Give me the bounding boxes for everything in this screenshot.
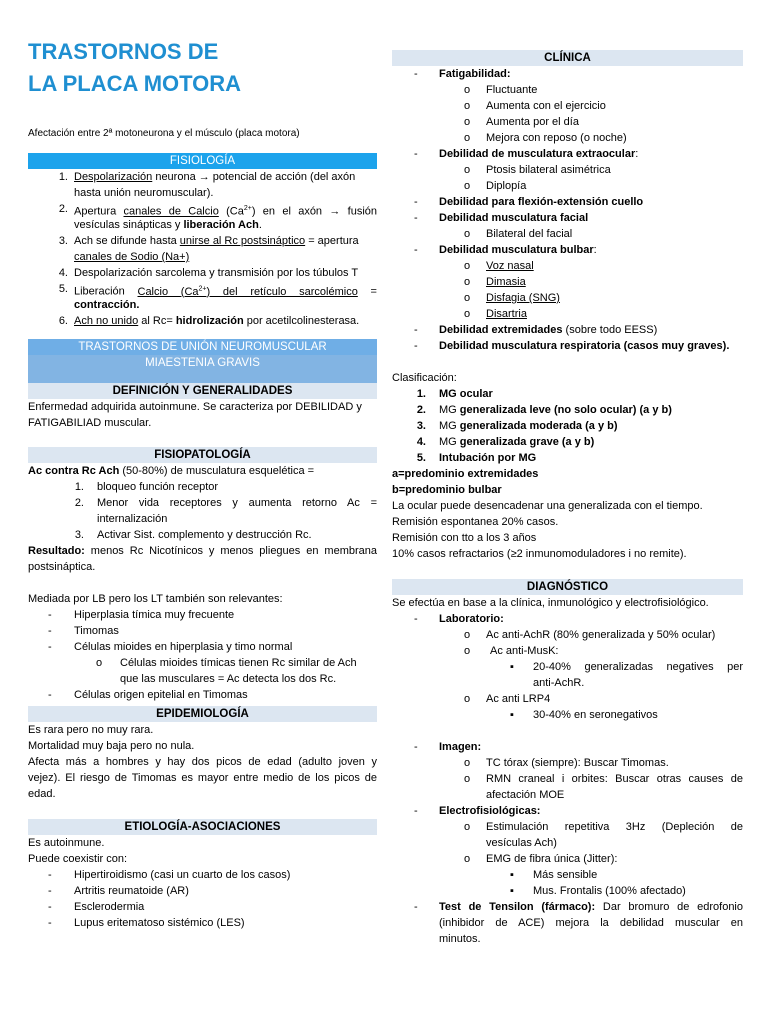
list-item: o Ac anti-MusK: xyxy=(464,645,559,657)
list-item: o Dimasia xyxy=(464,276,526,288)
list-item: - Debilidad para flexión-extensión cuello xyxy=(414,196,644,208)
epidemiologia-text: Es rara pero no muy rara. Mortalidad muy baja pero no nula. Afecta más a hombres y hay dos picos de edad (adulto joven y vejez). El riesgo de Timomas es mayor entre medio de los picos de edad. xyxy=(28,724,377,800)
title-line-1: TRASTORNOS DE xyxy=(28,39,219,64)
list-item: - Células origen epitelial en Timomas xyxy=(48,689,248,701)
list-item: - Lupus eritematoso sistémico (LES) xyxy=(48,917,245,929)
list-item: o Bilateral del facial xyxy=(464,228,573,240)
list-item: - Timomas xyxy=(48,625,119,637)
union-header: TRASTORNOS DE UNIÓN NEUROMUSCULAR xyxy=(28,339,377,355)
list-item: o TC tórax (siempre): Buscar Timomas. xyxy=(464,757,669,769)
list-item: - Debilidad musculatura respiratoria (casos muy graves). xyxy=(414,340,730,352)
list-item: - Fatigabilidad: xyxy=(414,68,511,80)
list-item: - Imagen: xyxy=(414,741,482,753)
fisiopatologia-text: Ac contra Rc Ach (50-80%) de musculatura esquelética = 1. bloqueo función receptor 2. Menor vida receptores y aumenta retorno Ac = internalización 3. Activar Sist. complemento y destrucción Rc. Resultado: menos Rc Nicotínicos y menos pliegues en membrana postsináptica. Mediada por LB pero los LT también son relevantes: - Hiperplasia tímica muy frecuente - Timomas - Células mioides en hiperplasia y timo normal o Células mioides tímicas tienen Rc similar de Ach que las musculares = Ac detecta los dos Rc. - Células origen epitelial en Timomas xyxy=(28,465,377,701)
list-item: o Aumenta con el ejercicio xyxy=(464,100,606,112)
list-item: o Células mioides tímicas tienen Rc similar de Ach xyxy=(96,657,357,669)
list-item: 2. MG generalizada leve (no solo ocular) (a y b) xyxy=(416,404,672,416)
list-item: o Disfagia (SNG) xyxy=(464,292,560,304)
list-item: 5. Liberación Calcio $(Ca^{2+})$ del retículo sarcolémico = xyxy=(58,283,377,298)
list-item: 4. MG generalizada grave (a y b) xyxy=(416,436,595,448)
list-item: ▪ 30-40% en seronegativos xyxy=(510,709,658,721)
list-item: - Esclerodermia xyxy=(48,901,145,913)
list-item: 3. Ach se difunde hasta unirse al Rc postsináptico = apertura xyxy=(58,235,359,247)
list-item: - Debilidad de musculatura extraocular: xyxy=(414,148,639,160)
list-item: ▪ Más sensible xyxy=(510,869,598,881)
list-item: - Laboratorio: xyxy=(414,613,504,625)
list-item: - Debilidad musculatura bulbar: xyxy=(414,244,597,256)
page-title xyxy=(28,36,241,100)
list-item: - Hipertiroidismo (casi un cuarto de los casos) xyxy=(48,869,291,881)
list-item: 1. Despolarización neurona → potencial de acción (del axón xyxy=(58,171,356,183)
etiologia-header: ETIOLOGÍA-ASOCIACIONES xyxy=(28,819,377,835)
list-item: 4. Despolarización sarcolema y transmisión por los túbulos T xyxy=(58,267,359,279)
list-item: 2. Menor vida receptores y aumenta retorno Ac = xyxy=(74,497,377,509)
list-item: - Artritis reumatoide (AR) xyxy=(48,885,189,897)
definicion-text: Enfermedad adquirida autoinmune. Se caracteriza por DEBILIDAD y FATIGABILIAD muscular. xyxy=(28,401,362,429)
list-item: 1. bloqueo función receptor xyxy=(74,481,219,493)
etiologia-text: Es autoinmune. Puede coexistir con: - Hipertiroidismo (casi un cuarto de los casos) - Artritis reumatoide (AR) - Esclerodermia - Lupus eritematoso sistémico (LES) xyxy=(28,835,377,931)
list-item: o Estimulación repetitiva 3Hz (Depleción de xyxy=(464,821,743,833)
list-item: 3. Activar Sist. complemento y destrucción Rc. xyxy=(74,529,312,541)
list-item: 1. MG ocular xyxy=(416,388,493,400)
fisiologia-list: 1. Despolarización neurona → potencial de acción (del axón hasta unión neuromuscular). 2. Apertura canales de Calcio $(Ca^{2+})$ en el axón → fusión vesículas sinápticas y liberación Ach. 3. Ach se difunde hasta unirse al Rc postsináptico = apertura canales de Sodio (Na+) 4. Despolarización sarcolema y transmisión por los túbulos T 5. Liberación Calcio $(Ca^{2+})$ del retículo sarcolémico = contracción. 6. Ach no unido al Rc= hidrolización por acetilcolinesterasa. xyxy=(28,169,377,329)
list-item: o Disartria xyxy=(464,308,527,320)
list-item: o Ac anti LRP4 xyxy=(464,693,551,705)
list-item: o Voz nasal xyxy=(464,260,534,272)
list-item: - Células mioides en hiperplasia y timo normal xyxy=(48,641,293,653)
list-item: - Hiperplasia tímica muy frecuente xyxy=(48,609,235,621)
list-item: o RMN craneal i orbites: Buscar otras causes de xyxy=(464,773,743,785)
list-item: 6. Ach no unido al Rc= hidrolización por acetilcolinesterasa. xyxy=(58,315,360,327)
list-item: ▪ 20-40% generalizadas negatives per xyxy=(510,661,743,673)
list-item: o Diplopía xyxy=(464,180,527,192)
list-item: 5. Intubación por MG xyxy=(416,452,537,464)
fisiologia-header: FISIOLOGÍA xyxy=(28,153,377,169)
fisiopatologia-header: FISIOPATOLOGÍA xyxy=(28,447,377,463)
list-item: o EMG de fibra única (Jitter): xyxy=(464,853,618,865)
list-item: o Aumenta por el día xyxy=(464,116,579,128)
diagnostico-text: Se efectúa en base a la clínica, inmunológico y electrofisiológico. - Laboratorio: o Ac anti-AchR (80% generalizada y 50% ocular) o Ac anti-MusK: ▪ 20-40% generalizadas negatives per anti-AchR. o Ac anti LRP4 ▪ 30-40% en seronegativos - Imagen: o TC tórax (siempre): Buscar Timomas. o RMN craneal i orbites: Buscar otras causes de afectación MOE - Electrofisiológicas: o Estimulación repetitiva 3Hz (Depleción de vesículas Ach) o EMG de fibra única (Jitter): ▪ Más sensible ▪ Mus. Frontalis (100% afectado) - Test de Tensilon (fármaco): Dar bromuro de edrofonio (inhibidor de ACE) mejora la debilidad muscular en minutos. xyxy=(392,597,743,945)
list-item: o Ac anti-AchR (80% generalizada y 50% ocular) xyxy=(464,629,716,641)
definicion-header: DEFINICIÓN Y GENERALIDADES xyxy=(28,383,377,399)
list-item: - Debilidad musculatura facial xyxy=(414,212,589,224)
clinica-text: - Fatigabilidad: o Fluctuante o Aumenta con el ejercicio o Aumenta por el día o Mejora con reposo (o noche) - Debilidad de musculatura extraocular: o Ptosis bilateral asimétrica o Diplopía - Debilidad para flexión-extensión cuello - Debilidad musculatura facial o Bilateral del facial - Debilidad musculatura bulbar: o Voz nasal o Dimasia o Disfagia (SNG) o Disartria - Debilidad extremidades (sobre todo EESS) - Debilidad musculatura respiratoria (casos muy graves). Clasificación: 1. MG ocular 2. MG generalizada leve (no solo ocular) (a y b) 3. MG generalizada moderada (a y b) 4. MG generalizada grave (a y b) 5. Intubación por MG a=predominio extremidades b=predominio bulbar La ocular puede desencadenar una generalizada con el tiempo. Remisión espontanea 20% casos. Remisión con tto a los 3 años 10% casos refractarios (≥2 inmunomoduladores i no remite). xyxy=(392,66,743,562)
list-item: ▪ Mus. Frontalis (100% afectado) xyxy=(510,885,686,897)
epidemiologia-header: EPIDEMIOLOGÍA xyxy=(28,706,377,722)
page-subtitle: Afectación entre 2ª motoneurona y el músculo (placa motora) xyxy=(28,128,300,139)
list-item: o Mejora con reposo (o noche) xyxy=(464,132,627,144)
list-item: 2. Apertura canales de Calcio $(Ca^{2+})$ en el axón → fusión xyxy=(58,203,378,218)
list-item: - Electrofisiológicas: xyxy=(414,805,541,817)
list-item: - Debilidad extremidades (sobre todo EESS) xyxy=(414,324,658,336)
list-item: - Test de Tensilon (fármaco): Dar bromuro de edrofonio xyxy=(414,901,743,913)
list-item: o Fluctuante xyxy=(464,84,538,96)
miastenia-header: MIAESTENIA GRAVIS xyxy=(28,355,377,383)
list-item: o Ptosis bilateral asimétrica xyxy=(464,164,611,176)
clinica-header: CLÍNICA xyxy=(392,50,743,66)
diagnostico-header: DIAGNÓSTICO xyxy=(392,579,743,595)
list-item: 3. MG generalizada moderada (a y b) xyxy=(416,420,618,432)
title-line-2: LA PLACA MOTORA xyxy=(28,71,242,96)
